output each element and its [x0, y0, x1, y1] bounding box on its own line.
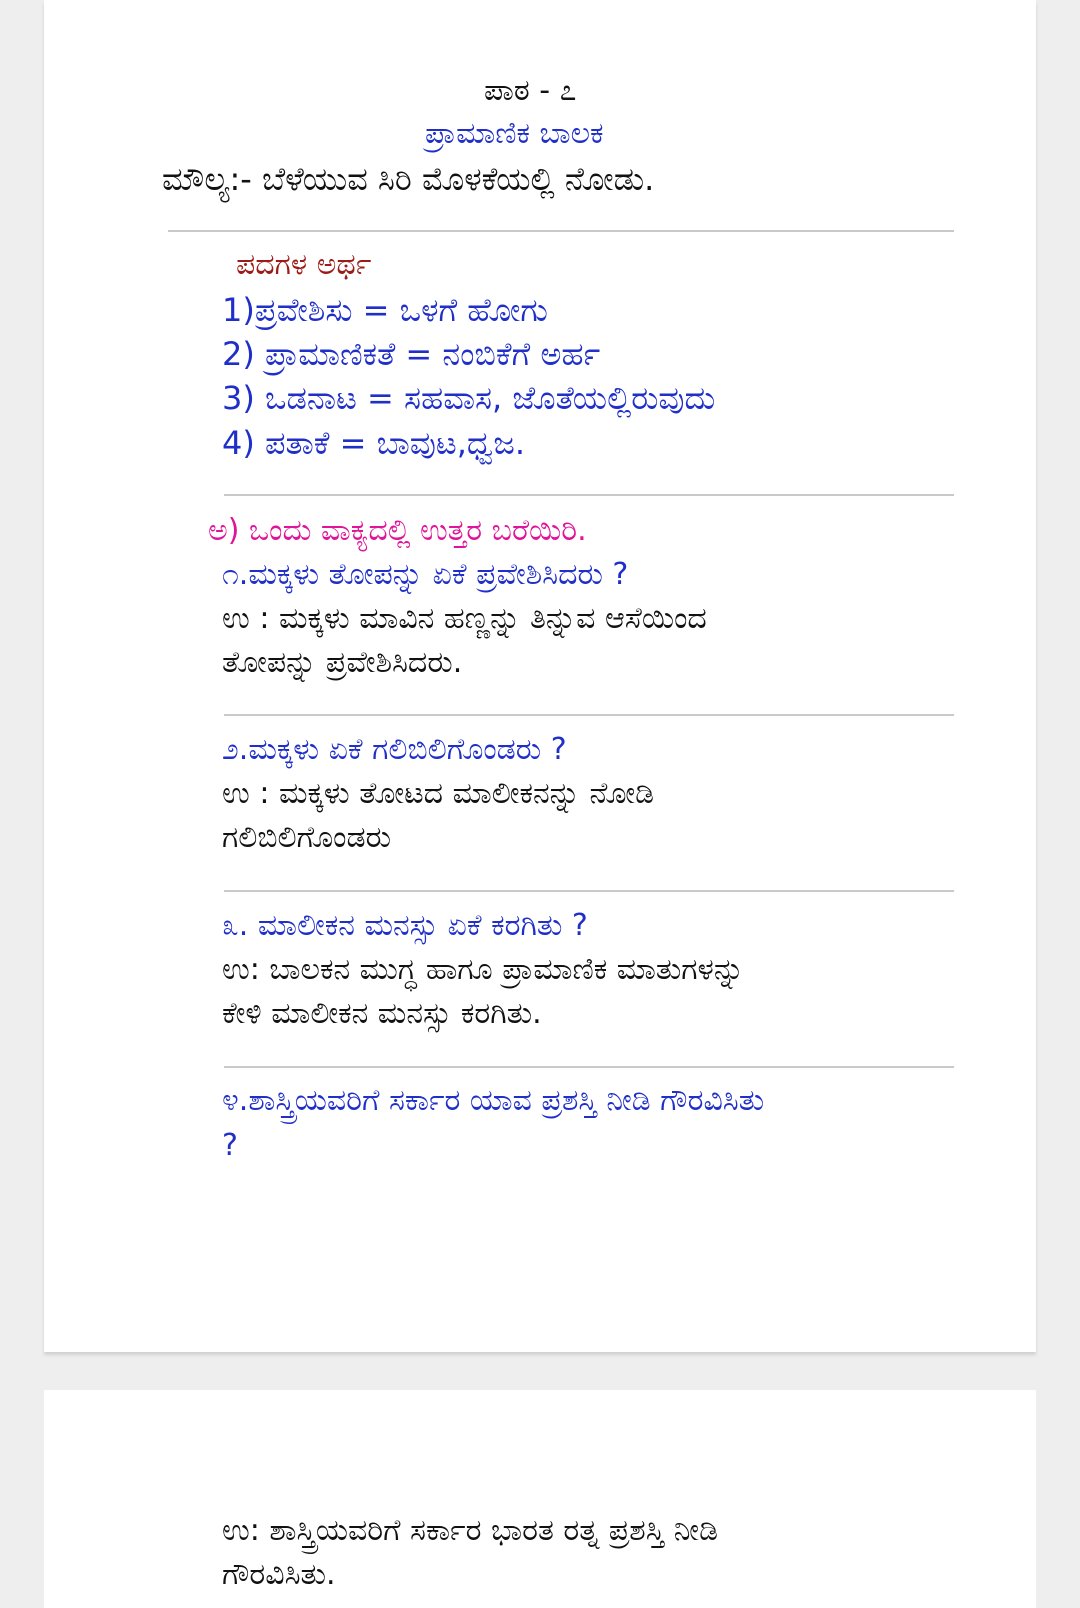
answer-1-line-1: ಉ : ಮಕ್ಕಳು ಮಾವಿನ ಹಣ್ಣನ್ನು ತಿನ್ನುವ ಆಸೆಯಿಂದ: [222, 601, 707, 636]
document-page-2: [44, 1390, 1036, 1608]
glossary-item: 1)ಪ್ರವೇಶಿಸು = ಒಳಗೆ ಹೋಗು: [222, 291, 548, 329]
question-1: ೧.ಮಕ್ಕಳು ತೋಪನ್ನು ಏಕೆ ಪ್ರವೇಶಿಸಿದರು ?: [222, 557, 629, 592]
lesson-number: ಪಾಠ - ೭: [484, 73, 577, 108]
answer-3-line-2: ಕೇಳಿ ಮಾಲೀಕನ ಮನಸ್ಸು ಕರಗಿತು.: [222, 996, 542, 1031]
glossary-item: 2) ಪ್ರಾಮಾಣಿಕತೆ = ನಂಬಿಕೆಗೆ ಅರ್ಹ: [222, 335, 601, 373]
question-3: ೩. ಮಾಲೀಕನ ಮನಸ್ಸು ಏಕೆ ಕರಗಿತು ?: [222, 908, 588, 943]
divider: [224, 714, 954, 716]
answer-2-line-2: ಗಲಿಬಿಲಿಗೊಂಡರು: [222, 820, 391, 855]
glossary-item: 3) ಒಡನಾಟ = ಸಹವಾಸ, ಜೊತೆಯಲ್ಲಿರುವುದು: [222, 379, 716, 417]
divider: [168, 230, 954, 232]
answer-2-line-1: ಉ : ಮಕ್ಕಳು ತೋಟದ ಮಾಲೀಕನನ್ನು ನೋಡಿ: [222, 776, 655, 811]
divider: [224, 494, 954, 496]
answer-4-line-2: ಗೌರವಿಸಿತು.: [222, 1557, 336, 1592]
question-4-line-2: ?: [222, 1128, 238, 1163]
answer-3-line-1: ಉ: ಬಾಲಕನ ಮುಗ್ಧ ಹಾಗೂ ಪ್ರಾಮಾಣಿಕ ಮಾತುಗಳನ್ನು: [222, 952, 745, 987]
question-2: ೨.ಮಕ್ಕಳು ಏಕೆ ಗಲಿಬಿಲಿಗೊಂಡರು ?: [222, 732, 567, 767]
answer-1-line-2: ತೋಪನ್ನು ಪ್ರವೇಶಿಸಿದರು.: [222, 645, 463, 680]
divider: [224, 1066, 954, 1068]
glossary-heading: ಪದಗಳ ಅರ್ಥ: [236, 247, 372, 282]
divider: [224, 890, 954, 892]
value-line: ಮೌಲ್ಯ:- ಬೆಳೆಯುವ ಸಿರಿ ಮೊಳಕೆಯಲ್ಲಿ ನೋಡು.: [162, 160, 655, 198]
document-page-1: [44, 0, 1036, 1352]
glossary-item: 4) ಪತಾಕೆ = ಬಾವುಟ,ಧ್ವಜ.: [222, 424, 525, 462]
lesson-title: ಪ್ರಾಮಾಣಿಕ ಬಾಲಕ: [425, 116, 604, 151]
section-a-heading: ಅ) ಒಂದು ವಾಕ್ಯದಲ್ಲಿ ಉತ್ತರ ಬರೆಯಿರಿ.: [208, 513, 587, 548]
answer-4-line-1: ಉ: ಶಾಸ್ತ್ರಿಯವರಿಗೆ ಸರ್ಕಾರ ಭಾರತ ರತ್ನ ಪ್ರಶಸ್ತಿ ನೀಡಿ: [222, 1513, 718, 1548]
question-4-line-1: ೪.ಶಾಸ್ತ್ರಿಯವರಿಗೆ ಸರ್ಕಾರ ಯಾವ ಪ್ರಶಸ್ತಿ ನೀಡಿ ಗೌರವಿಸಿತು: [222, 1083, 765, 1118]
